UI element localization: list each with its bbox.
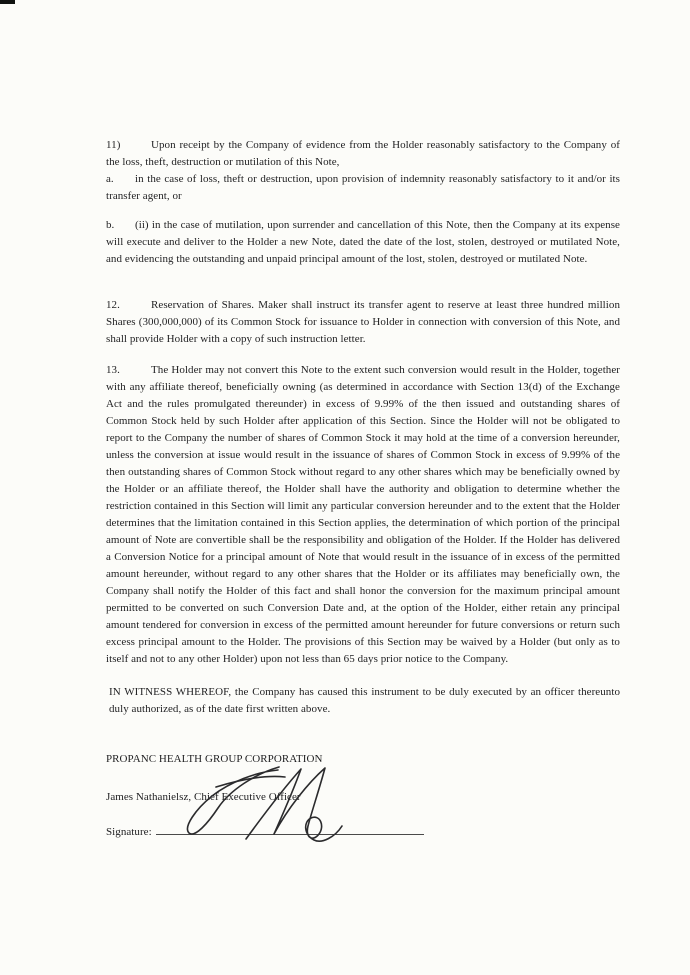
witness-clause: IN WITNESS WHEREOF, the Company has caused this instrument to be duly executed by an officer thereunto duly authorized, as of the date first written above. — [109, 686, 620, 715]
clause-13-text: The Holder may not convert this Note to the extent such conversion would result in the Holder, together with any affiliate thereof, beneficially owning (as determined in accordance with Section 13(d) of the Exchange Act and the rules promulgated thereunder) in excess of 9.99% of the then issued and outstanding shares of Common Stock held by such Holder after application of this Section. Since the Holder will not be obligated to report to the Company the number of shares of Common Stock it may hold at the time of a conversion hereunder, unless the conversion at issue would result in the issuance of shares of Common Stock in excess of 9.99% of the then outstanding shares of Common Stock without regard to any other shares which may be beneficially owned by the Holder or an affiliate thereof, the Holder shall have the authority and obligation to determine whether the restriction contained in this Section will limit any particular conversion hereunder and to the extent that the Holder determines that the limitation contained in this Section applies, the determination of which portion of the principal amount of Note are convertible shall be the responsibility and obligation of the Holder. If the Holder has delivered a Conversion Notice for a principal amount of Note that would result in the issuance of in excess of the permitted amount hereunder, without regard to any other shares that the Holder or its affiliates may beneficially own, the Company shall notify the Holder of this fact and shall honor the conversion for the maximum principal amount permitted to be converted on such Conversion Date and, at the option of the Holder, either retain any principal amount tendered for conversion in excess of the permitted amount hereunder for future conversions or return such excess principal amount to the Holder. The provisions of this Section may be waived by a Holder (but only as to itself and not to any other Holder) upon not less than 65 days prior notice to the Company. — [106, 364, 620, 665]
clause-11a — [106, 171, 620, 205]
clause-11-text: Upon receipt by the Company of evidence from the Holder reasonably satisfactory to the Company of the loss, theft, destruction or mutilation of this Note, — [106, 139, 620, 168]
signature-label: Signature: — [106, 826, 152, 838]
clause-13-number: 13. — [106, 364, 120, 376]
company-name: PROPANC HEALTH GROUP CORPORATION — [106, 753, 323, 765]
clause-11a-letter: a. — [106, 173, 114, 185]
clause-11b-letter: b. — [106, 219, 115, 231]
clause-12-number: 12. — [106, 299, 120, 311]
scan-edge-left — [0, 0, 7, 975]
document-body — [106, 137, 620, 841]
clause-11b-text: (ii) in the case of mutilation, upon surrender and cancellation of this Note, then the Company at its expense will execute and deliver to the Holder a new Note, dated the date of the lost, stolen, destroyed or mutilated Note, and evidencing the outstanding and unpaid principal amount of the lost, stolen, destroyed or mutilated Note. — [106, 219, 620, 265]
clause-13 — [106, 362, 620, 668]
clause-11-number: 11) — [106, 139, 121, 151]
signature-line — [156, 822, 424, 835]
clause-12 — [106, 297, 620, 348]
clause-11a-text: in the case of loss, theft or destruction, upon provision of indemnity reasonably satisfactory to it and/or its transfer agent, or — [106, 173, 620, 202]
clause-12-text: Reservation of Shares. Maker shall instruct its transfer agent to reserve at least three hundred million Shares (300,000,000) of its Common Stock for issuance to Holder in connection with conversion of this Note, and shall provide Holder with a copy of such instruction letter. — [106, 299, 620, 345]
scan-edge-bottom — [0, 966, 690, 975]
signature-block — [106, 822, 620, 841]
scan-corner-mark — [0, 0, 15, 4]
signatory-name-title: James Nathanielsz, Chief Executive Officer — [106, 791, 301, 803]
clause-11b — [106, 217, 620, 268]
clause-11 — [106, 137, 620, 171]
